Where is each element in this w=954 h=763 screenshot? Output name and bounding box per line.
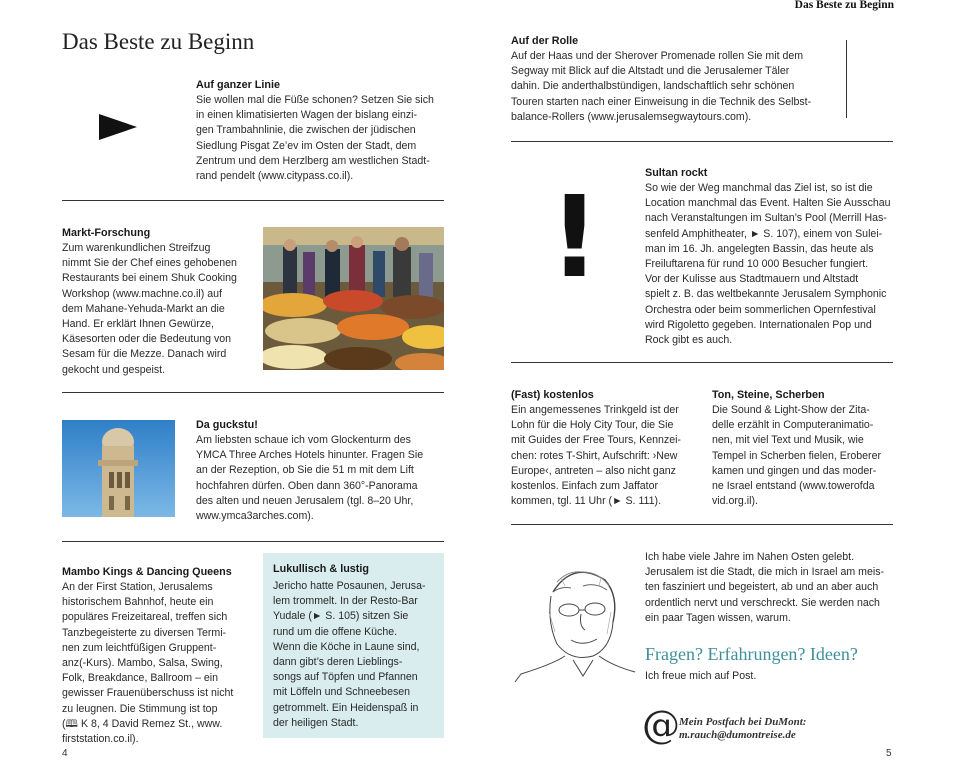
text-line: mit Guides der Free Tours, Kennzei- — [511, 434, 681, 447]
at-icon: @ — [642, 703, 680, 747]
text-line: historischem Bahnhof, heute ein — [62, 596, 214, 609]
section-auf-ganzer-linie — [196, 78, 444, 184]
text-line: dann gibt’s deren Lieblings- — [273, 656, 403, 669]
text-line: hochfahren dürfen. Oben dann 360°-Panorama — [196, 479, 418, 492]
text-line: balance-Rollers (www.jerusalemsegwaytours.com). — [511, 110, 752, 123]
section-heading: (Fast) kostenlos — [511, 389, 594, 401]
section-da-guckstu — [196, 418, 446, 524]
text-line: Yudale (► S. 105) sitzen Sie — [273, 610, 409, 623]
page-title: Das Beste zu Beginn — [62, 29, 255, 54]
divider — [62, 392, 444, 393]
author-portrait — [513, 552, 638, 682]
text-line: Zum warenkundlichen Streifzug — [62, 242, 211, 254]
text-line: Sie wollen mal die Füße schonen? Setzen Sie sich — [196, 94, 434, 106]
text-line: zu leugnen. Die Stimmung ist top — [62, 702, 218, 715]
text-line: So wie der Weg manchmal das Ziel ist, so ist die — [645, 182, 873, 194]
text-line: rand pendelt (www.citypass.co.il). — [196, 170, 354, 183]
text-line: Restaurants bei einem Shuk Cooking — [62, 272, 237, 285]
section-kostenlos — [511, 388, 696, 509]
play-arrow-icon — [99, 114, 139, 142]
section-heading: Lukullisch & lustig — [273, 563, 369, 575]
section-heading: Markt-Forschung — [62, 227, 151, 239]
text-line: Segway mit Blick auf die Altstadt und die Jerusalemer Täler — [511, 65, 790, 78]
section-markt-forschung — [62, 226, 244, 378]
text-line: nen zum leichtfüßigen Gruppent- — [62, 641, 217, 654]
post-invite: Ich freue mich auf Post. — [645, 670, 757, 682]
text-line: Die Sound & Light-Show der Zita- — [712, 404, 870, 416]
text-line: kamen und gingen und das moder- — [712, 464, 877, 477]
text-line: ordentlich nervt und verschreckt. Sie werden nach — [645, 596, 880, 609]
text-line: vid.org.il). — [712, 495, 758, 508]
ymca-tower-photo — [62, 420, 175, 517]
text-line: mit Löffeln und Schneebesen — [273, 686, 411, 699]
text-line: Jerusalem ist die Stadt, die mich in Israel am meis- — [645, 566, 885, 579]
text-line: an der Rezeption, ob Sie die 51 m mit dem Lift — [196, 464, 414, 477]
section-mambo-kings — [62, 565, 244, 747]
text-line: Workshop (www.machne.co.il) auf — [62, 287, 222, 300]
text-line: des alten und neuen Jerusalem (tgl. 8–20 Uhr, — [196, 494, 414, 507]
divider — [62, 541, 444, 542]
section-heading: Mambo Kings & Dancing Queens — [62, 566, 232, 578]
text-line: Lohn für die Holy City Tour, die Sie — [511, 419, 674, 432]
vertical-rule — [846, 40, 847, 118]
text-line: kostenlos. Einfach zum Jaffator — [511, 480, 659, 493]
text-line: Touren starten nach einer Einweisung in die Technik des Selbst- — [511, 95, 812, 108]
text-line: dem Mahane-Yehuda-Markt an die — [62, 302, 225, 315]
text-line: spielt z. B. das weltbekannte Jerusalem Symphonic — [645, 288, 887, 301]
text-line: ten fasziniert und begeistert, ab und an aber auch — [645, 581, 879, 594]
section-ton-steine-scherben — [712, 388, 895, 509]
text-line: Orchestra oder beim sommerlichen Opernfestival — [645, 303, 876, 316]
text-line: gewisser Frauenüberschuss ist nicht — [62, 687, 234, 700]
text-line: YMCA Three Arches Hotels hinunter. Fragen Sie — [196, 449, 424, 462]
text-line: Location manchmal das Event. Halten Sie Ausschau — [645, 197, 891, 210]
text-line: nimmt Sie der Chef eines gehobenen — [62, 257, 237, 270]
text-line: wird Rigoletto gegeben. Internationalen Pop und — [645, 318, 872, 331]
text-line: rund um die offene Küche. — [273, 625, 398, 638]
text-line: delle erzählt in Computeranimatio- — [712, 419, 874, 432]
section-lukullisch-box — [263, 553, 444, 738]
text-line: der heiligen Stadt. — [273, 716, 359, 729]
text-line: An der First Station, Jerusalems — [62, 581, 213, 593]
section-heading: Auf ganzer Linie — [196, 79, 280, 91]
text-line: chen: rotes T-Shirt, Aufschrift: ›New — [511, 449, 678, 462]
text-line: Tempel in Scherben fielen, Eroberer — [712, 449, 882, 462]
text-line: Vor der Kulisse aus Stadtmauern und Altstadt — [645, 273, 859, 286]
text-line: Ein angemessenes Trinkgeld ist der — [511, 404, 679, 416]
text-line: Zentrum und dem Herzlberg am westlichen Stadt- — [196, 154, 430, 167]
text-line: Käsesorten oder die Bedeutung von — [62, 333, 232, 346]
text-line: songs auf Töpfen und Pfannen — [273, 671, 418, 684]
text-line: anz(-Kurs). Mambo, Salsa, Swing, — [62, 657, 223, 670]
text-line: senfeld Amphitheater, ► S. 107), einem von Sulei- — [645, 227, 883, 240]
text-line: Jericho hatte Posaunen, Jerusa- — [273, 580, 426, 592]
text-line: Europe‹, antreten – also nicht ganz — [511, 464, 676, 477]
text-line: Sesam für die Mezze. Danach wird — [62, 348, 227, 361]
text-line: www.ymca3arches.com). — [196, 510, 314, 523]
text-line: Freiluftarena für rund 10 000 Besucher fungiert. — [645, 258, 869, 271]
section-auf-der-rolle — [511, 34, 831, 125]
text-line: Auf der Haas und der Sherover Promenade rollen Sie mit dem — [511, 50, 804, 62]
divider — [511, 141, 893, 142]
text-line: firststation.co.il). — [62, 733, 139, 746]
exclamation-icon: ! — [549, 173, 601, 303]
market-photo — [263, 227, 444, 370]
text-line: Folk, Breakdance, Ballroom – ein — [62, 672, 219, 685]
section-sultan-rockt — [645, 166, 895, 348]
author-note — [645, 550, 895, 626]
text-line: Am liebsten schaue ich vom Glockenturm des — [196, 434, 411, 446]
text-line: ein paar Tagen wissen, warum. — [645, 611, 791, 624]
page-number-right: 5 — [886, 748, 892, 759]
text-line: Tanzbegeisterte zu diversen Termi- — [62, 626, 227, 639]
text-line: gen Trambahnlinie, die zwischen der jüdischen — [196, 124, 416, 137]
text-line: Wenn die Köche in Laune sind, — [273, 640, 420, 653]
contact-question: Fragen? Erfahrungen? Ideen? — [645, 644, 858, 664]
text-line: getrommelt. Ein Heidenspaß in — [273, 701, 419, 714]
section-heading: Ton, Steine, Scherben — [712, 389, 825, 401]
email-link[interactable]: m.rauch@dumontreise.de — [679, 729, 796, 741]
text-line: populäres Freizeitareal, treffen sich — [62, 611, 228, 624]
text-line: lem trommelt. In der Resto-Bar — [273, 595, 418, 608]
text-line: (🕮 K 8, 4 David Remez St., www. — [62, 717, 223, 730]
divider — [511, 524, 893, 525]
mailbox-label: Mein Postfach bei DuMont: — [679, 716, 807, 728]
section-heading: Da guckstu! — [196, 419, 258, 431]
text-line: Hand. Er erklärt Ihnen Gewürze, — [62, 318, 214, 331]
text-line: man im 16. Jh. angelegten Bassin, das heute als — [645, 242, 874, 255]
running-header: Das Beste zu Beginn — [794, 0, 894, 11]
text-line: gekocht und gespeist. — [62, 363, 166, 376]
section-heading: Auf der Rolle — [511, 35, 579, 47]
text-line: ne Israel entstand (www.towerofda — [712, 480, 875, 493]
text-line: dahin. Die anderthalbstündigen, landschaftlich sehr schönen — [511, 80, 795, 93]
text-line: nach Veranstaltungen im Sultan’s Pool (Merrill Has- — [645, 212, 887, 225]
text-line: kommen, tgl. 11 Uhr (► S. 111). — [511, 495, 662, 508]
divider — [62, 200, 444, 201]
text-line: nen, mit viel Text und Musik, wie — [712, 434, 864, 447]
divider — [511, 362, 893, 363]
text-line: Siedlung Pisgat Ze’ev im Osten der Stadt, dem — [196, 139, 417, 152]
text-line: in einen klimatisierten Wagen der bislang einzi- — [196, 109, 418, 122]
section-heading: Sultan rockt — [645, 167, 708, 179]
text-line: Ich habe viele Jahre im Nahen Osten gelebt. — [645, 551, 855, 563]
page-number-left: 4 — [62, 748, 68, 759]
text-line: Rock gibt es auch. — [645, 334, 733, 347]
